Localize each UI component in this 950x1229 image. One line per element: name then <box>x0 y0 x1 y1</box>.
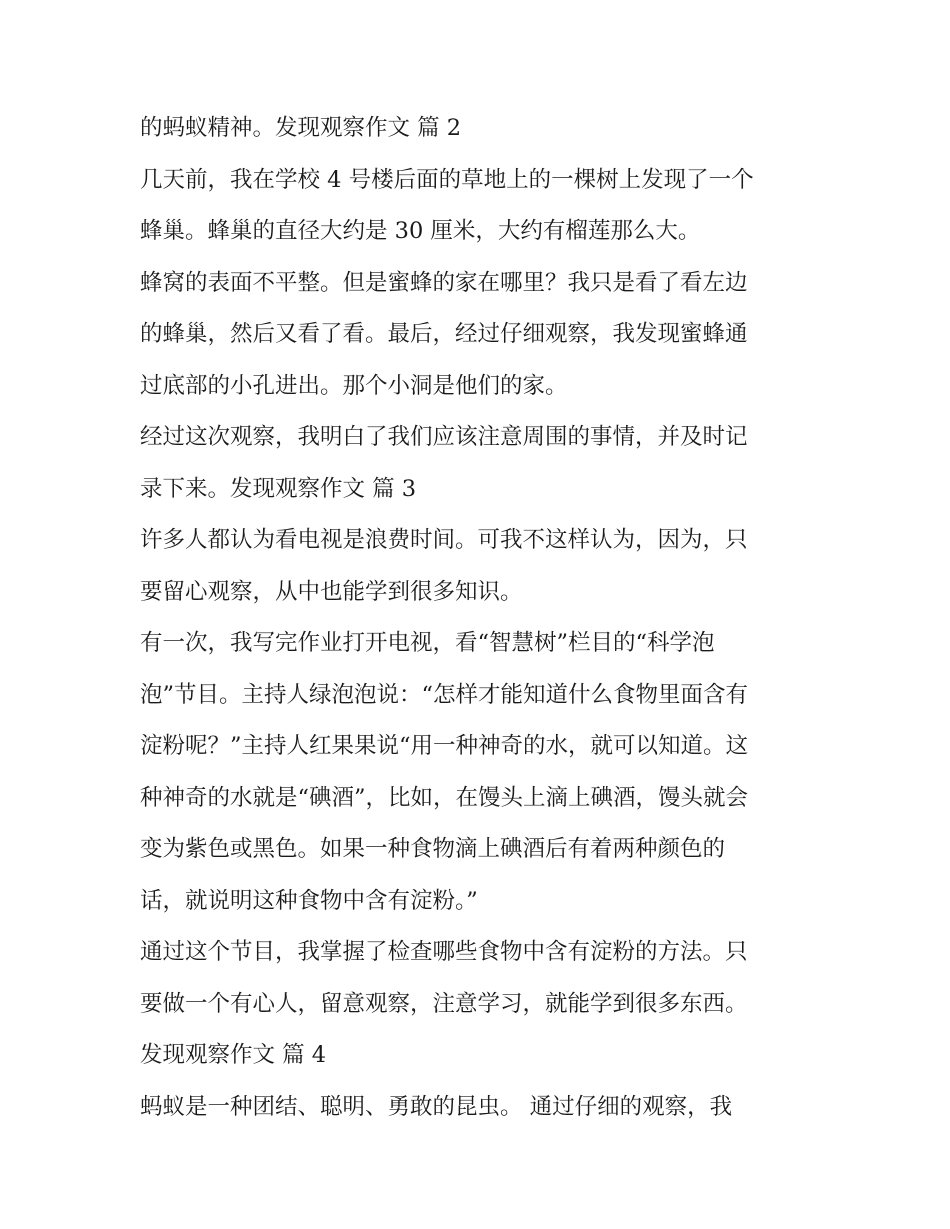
article-body <box>140 108 830 1138</box>
text-line: 淀粉呢？”主持人红果果说“用一种神奇的水，就可以知道。这 <box>140 733 749 759</box>
text-line: 许多人都认为看电视是浪费时间。可我不这样认为，因为，只 <box>140 527 748 553</box>
text-line: 蜂窝的表面不平整。但是蜜蜂的家在哪里？我只是看了看左边 <box>140 269 748 296</box>
text-line: 发现观察作文 篇 4 <box>140 1042 327 1068</box>
text-line: 要做一个有心人，留意观察，注意学习，就能学到很多东西。 <box>140 990 748 1017</box>
text-line: 泡”节目。主持人绿泡泡说：“怎样才能知道什么食物里面含有 <box>140 681 749 708</box>
text-line: 过底部的小孔进出。那个小洞是他们的家。 <box>140 372 568 399</box>
text-line: 几天前，我在学校 4 号楼后面的草地上的一棵树上发现了一个 <box>140 166 754 193</box>
text-line: 有一次，我写完作业打开电视，看“智慧树”栏目的“科学泡 <box>140 630 715 656</box>
text-line: 的蜂巢，然后又看了看。最后，经过仔细观察，我发现蜜蜂通 <box>140 321 748 347</box>
text-line: 种神奇的水就是“碘酒”，比如，在馒头上滴上碘酒，馒头就会 <box>140 784 749 811</box>
text-line: 经过这次观察，我明白了我们应该注意周围的事情，并及时记 <box>140 424 748 450</box>
text-line: 变为紫色或黑色。如果一种食物滴上碘酒后有着两种颜色的 <box>140 836 726 862</box>
text-line: 的蚂蚁精神。发现观察作文 篇 2 <box>140 115 462 141</box>
text-line: 录下来。发现观察作文 篇 3 <box>140 475 417 502</box>
text-line: 蚂蚁是一种团结、聪明、勇敢的昆虫。 通过仔细的观察，我 <box>140 1093 733 1120</box>
text-line: 通过这个节目，我掌握了检查哪些食物中含有淀粉的方法。只 <box>140 939 748 965</box>
text-line: 话，就说明这种食物中含有淀粉。” <box>140 887 478 914</box>
text-line: 要留心观察，从中也能学到很多知识。 <box>140 578 523 605</box>
text-line: 蜂巢。蜂巢的直径大约是 30 厘米，大约有榴莲那么大。 <box>140 218 701 244</box>
